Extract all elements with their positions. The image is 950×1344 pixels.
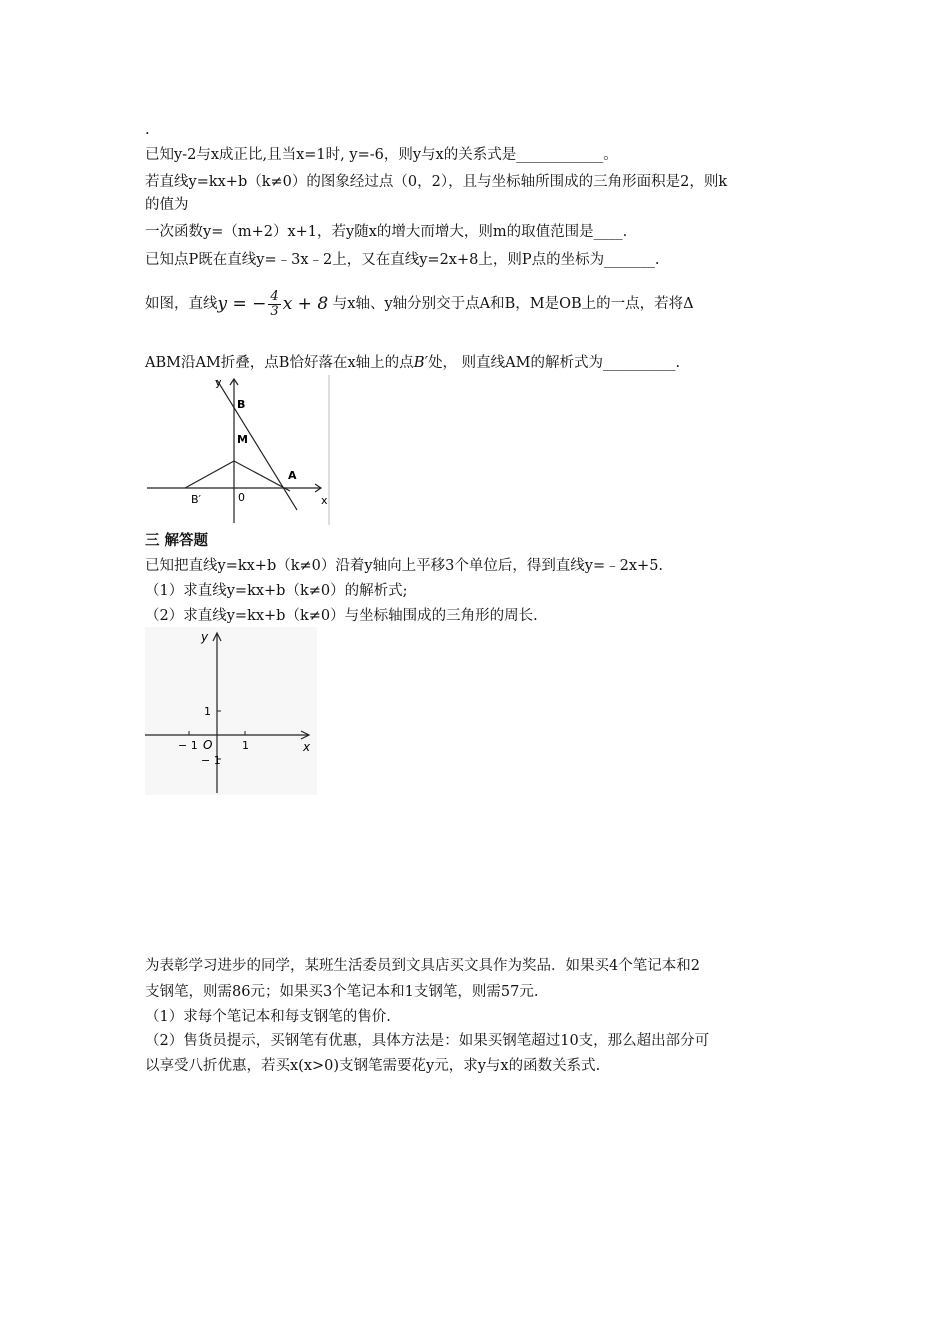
- q5-prefix: 如图，直线: [145, 296, 218, 312]
- line-am: [234, 461, 290, 491]
- fig1-label-bprime: B′: [191, 493, 202, 506]
- problem-2-line-4: （2）售货员提示，买钢笔有优惠，具体方法是：如果买钢笔超过10支，那么超出部分可: [145, 1033, 710, 1049]
- q5-fraction-numerator: 4: [270, 288, 279, 304]
- fold-diagram-svg: [145, 375, 330, 525]
- figure-background: [145, 627, 317, 795]
- problem-1-part-2: （2）求直线y=kx+b（k≠0）与坐标轴围成的三角形的周长.: [145, 608, 538, 624]
- fig2-x-one: 1: [242, 739, 249, 752]
- q5-equation-rhs: x + 8: [282, 294, 329, 314]
- fig2-x-label: x: [303, 740, 311, 754]
- problem-1-stem: 已知把直线y=kx+b（k≠0）沿着y轴向上平移3个单位后，得到直线y=﹣2x+5.: [145, 558, 664, 574]
- question-3: 一次函数y=（m+2）x+1，若y随x的增大而增大，则m的取值范围是____.: [145, 224, 628, 240]
- q5-line2-prefix: ABM沿AM折叠，点B恰好落在x轴上的点: [145, 355, 414, 371]
- fig1-label-o: 0: [238, 491, 245, 504]
- problem-2-line-5: 以享受八折优惠，若买x(x>0)支钢笔需要花y元，求y与x的函数关系式.: [145, 1058, 601, 1074]
- fig2-y-one: 1: [204, 705, 211, 718]
- problem-2-line-1: 为表彰学习进步的同学，某班生活委员到文具店买文具作为奖品．如果买4个笔记本和2: [145, 958, 700, 974]
- q5-bprime: B′: [413, 353, 429, 371]
- question-4: 已知点P既在直线y=﹣3x﹣2上，又在直线y=2x+8上，则P点的坐标为_______.: [145, 252, 660, 268]
- section-3-heading: 三 解答题: [145, 532, 209, 549]
- coordinate-grid-svg: [145, 627, 317, 795]
- stray-dot: .: [145, 122, 150, 138]
- problem-2-line-2: 支钢笔，则需86元；如果买3个笔记本和1支钢笔，则需57元.: [145, 984, 539, 1000]
- figure-fold-diagram: [145, 375, 330, 525]
- question-1: 已知y-2与x成正比,且当x=1时, y=-6，则y与x的关系式是____________。: [145, 147, 618, 163]
- problem-2-line-3: （1）求每个笔记本和每支钢笔的售价.: [145, 1009, 391, 1025]
- fig2-y-label: y: [201, 630, 209, 644]
- figure-coordinate-grid: [145, 627, 317, 795]
- q5-equation-lhs: y = −: [217, 294, 267, 314]
- question-2-line-2: 的值为: [145, 197, 189, 213]
- fig2-y-neg1: − 1: [201, 754, 221, 767]
- line-bprime-m: [185, 461, 234, 488]
- q5-fraction-denominator: 3: [270, 303, 279, 319]
- question-5-line-1: [145, 284, 694, 324]
- fig1-y-label: y: [215, 376, 222, 389]
- line-ab: [217, 380, 297, 510]
- fig1-label-a: A: [288, 469, 297, 482]
- question-5-line-2: [145, 352, 680, 373]
- fig2-origin: O: [203, 738, 213, 752]
- fig2-x-neg1: − 1: [178, 739, 198, 752]
- problem-1-part-1: （1）求直线y=kx+b（k≠0）的解析式;: [145, 583, 408, 599]
- question-2-line-1: 若直线y=kx+b（k≠0）的图象经过点（0，2），且与坐标轴所围成的三角形面积是2，则k: [145, 174, 728, 190]
- q5-line2-suffix: 处， 则直线AM的解析式为__________.: [428, 355, 681, 371]
- fig1-label-b: B: [237, 398, 246, 411]
- q5-fraction: [268, 290, 280, 319]
- q5-suffix: 与x轴、y轴分别交于点A和B，M是OB上的一点，若将: [332, 296, 684, 312]
- q5-triangle-symbol: Δ: [683, 296, 694, 312]
- fig1-label-m: M: [237, 433, 248, 446]
- fig1-x-label: x: [321, 494, 328, 507]
